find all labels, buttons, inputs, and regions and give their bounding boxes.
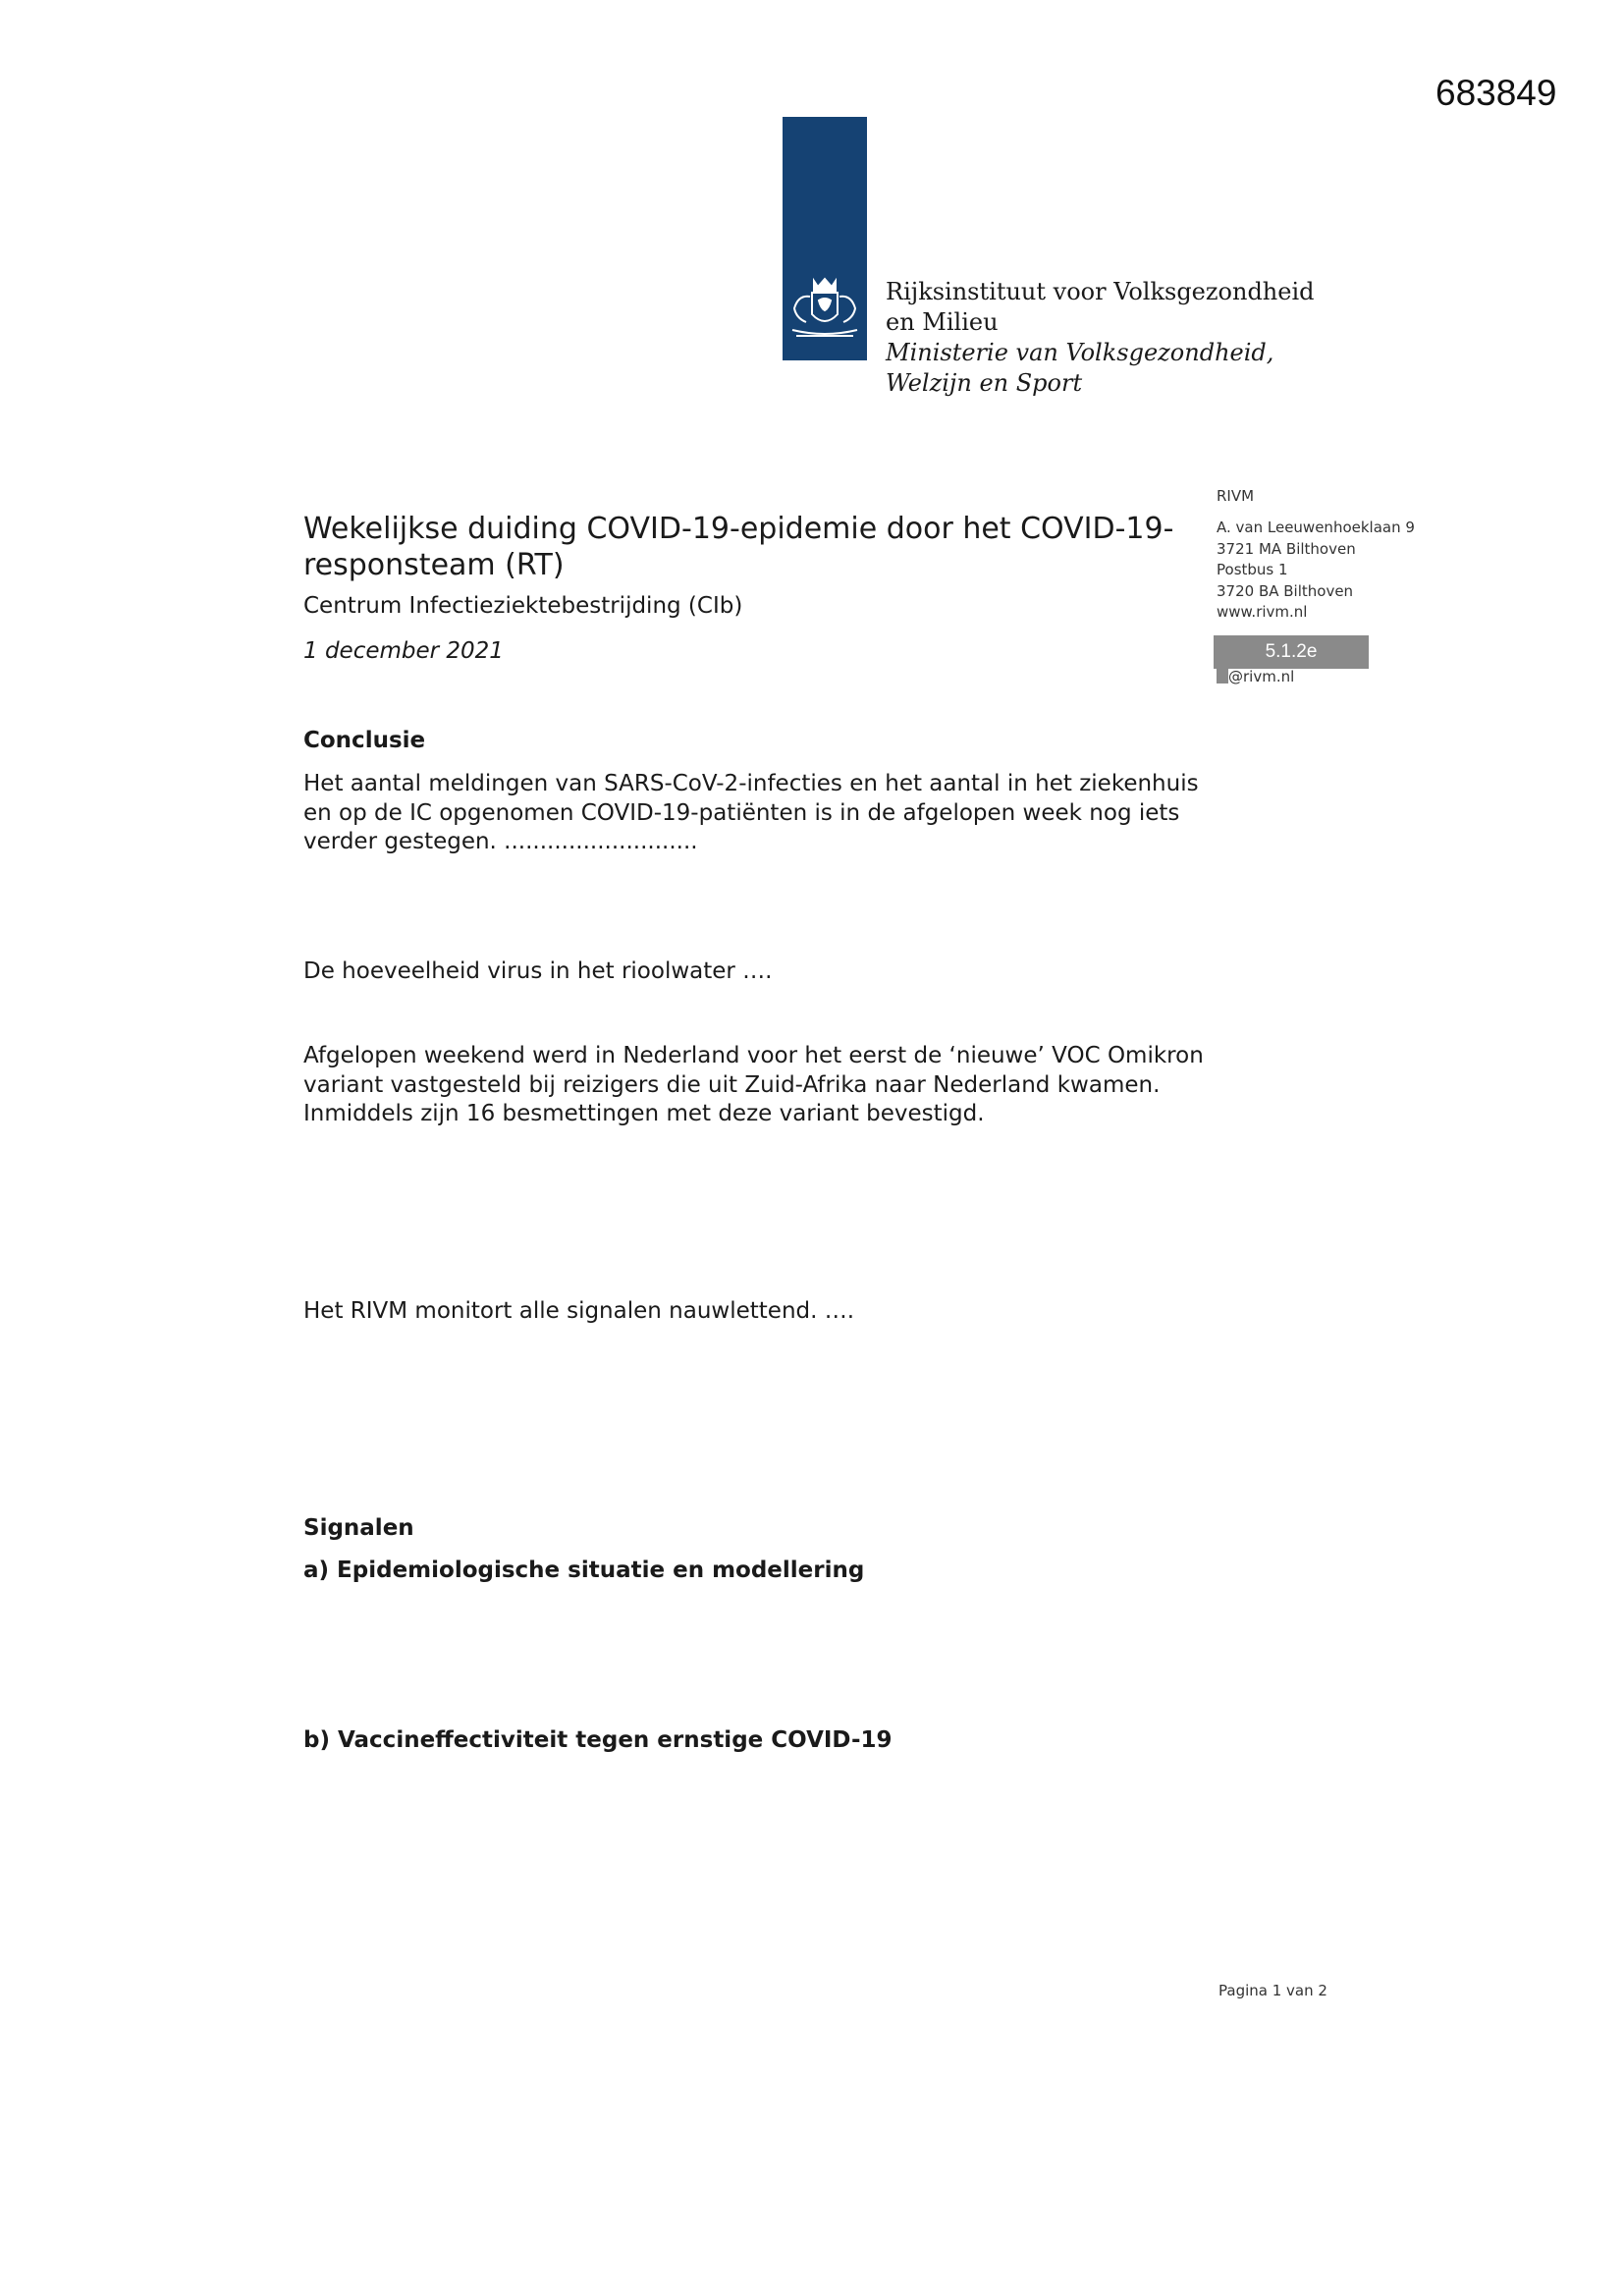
conclusion-paragraph: Het aantal meldingen van SARS-CoV-2-infecties en het aantal in het ziekenhuis en op de IC opgenomen COVID-19-patiënten is in de afgelopen week nog iets verder gestegen. ........................... — [303, 771, 1199, 854]
page-subtitle: Centrum Infectieziektebestrijding (CIb) — [303, 593, 743, 619]
address-line: 3721 MA Bilthoven — [1217, 539, 1356, 558]
document-number: 683849 — [1435, 73, 1557, 113]
document-date: 1 december 2021 — [303, 638, 504, 664]
address-line: A. van Leeuwenhoeklaan 9 — [1217, 519, 1415, 536]
page-title: Wekelijkse duiding COVID-19-epidemie door het COVID-19-responsteam (RT) — [303, 512, 1174, 582]
page-number: Pagina 1 van 2 — [1218, 1982, 1327, 1999]
signal-a-heading: a) Epidemiologische situatie en modellering — [303, 1558, 865, 1583]
conclusion-paragraph: De hoeveelheid virus in het rioolwater …. — [303, 958, 773, 984]
org-line-1: Rijksinstituut voor Volksgezondheid — [886, 278, 1315, 305]
sidebar-address — [1217, 518, 1415, 624]
email-address[interactable] — [1217, 668, 1294, 685]
organization-name — [886, 277, 1315, 399]
conclusion-paragraph: Het RIVM monitort alle signalen nauwlettend. …. — [303, 1298, 855, 1324]
address-line: Postbus 1 — [1217, 561, 1288, 578]
redaction-mark — [1217, 669, 1228, 683]
conclusion-heading: Conclusie — [303, 728, 426, 753]
sidebar-org: RIVM — [1217, 487, 1255, 505]
royal-crest-icon — [786, 275, 863, 344]
website-link[interactable]: www.rivm.nl — [1217, 603, 1308, 621]
ministry-line-1: Ministerie van Volksgezondheid, — [886, 339, 1274, 366]
redaction-box: 5.1.2e — [1214, 635, 1369, 669]
org-line-2: en Milieu — [886, 308, 999, 336]
signal-b-heading: b) Vaccineffectiviteit tegen ernstige COVID-19 — [303, 1727, 893, 1753]
signals-heading: Signalen — [303, 1515, 414, 1541]
conclusion-paragraph: Afgelopen weekend werd in Nederland voor het eerst de ‘nieuwe’ VOC Omikron variant vastgesteld bij reizigers die uit Zuid-Afrika naar Nederland kwamen. Inmiddels zijn 16 besmettingen met deze variant bevestigd. — [303, 1043, 1204, 1126]
ministry-line-2: Welzijn en Sport — [886, 369, 1083, 397]
address-line: 3720 BA Bilthoven — [1217, 581, 1354, 600]
email-text: @rivm.nl — [1228, 668, 1295, 685]
